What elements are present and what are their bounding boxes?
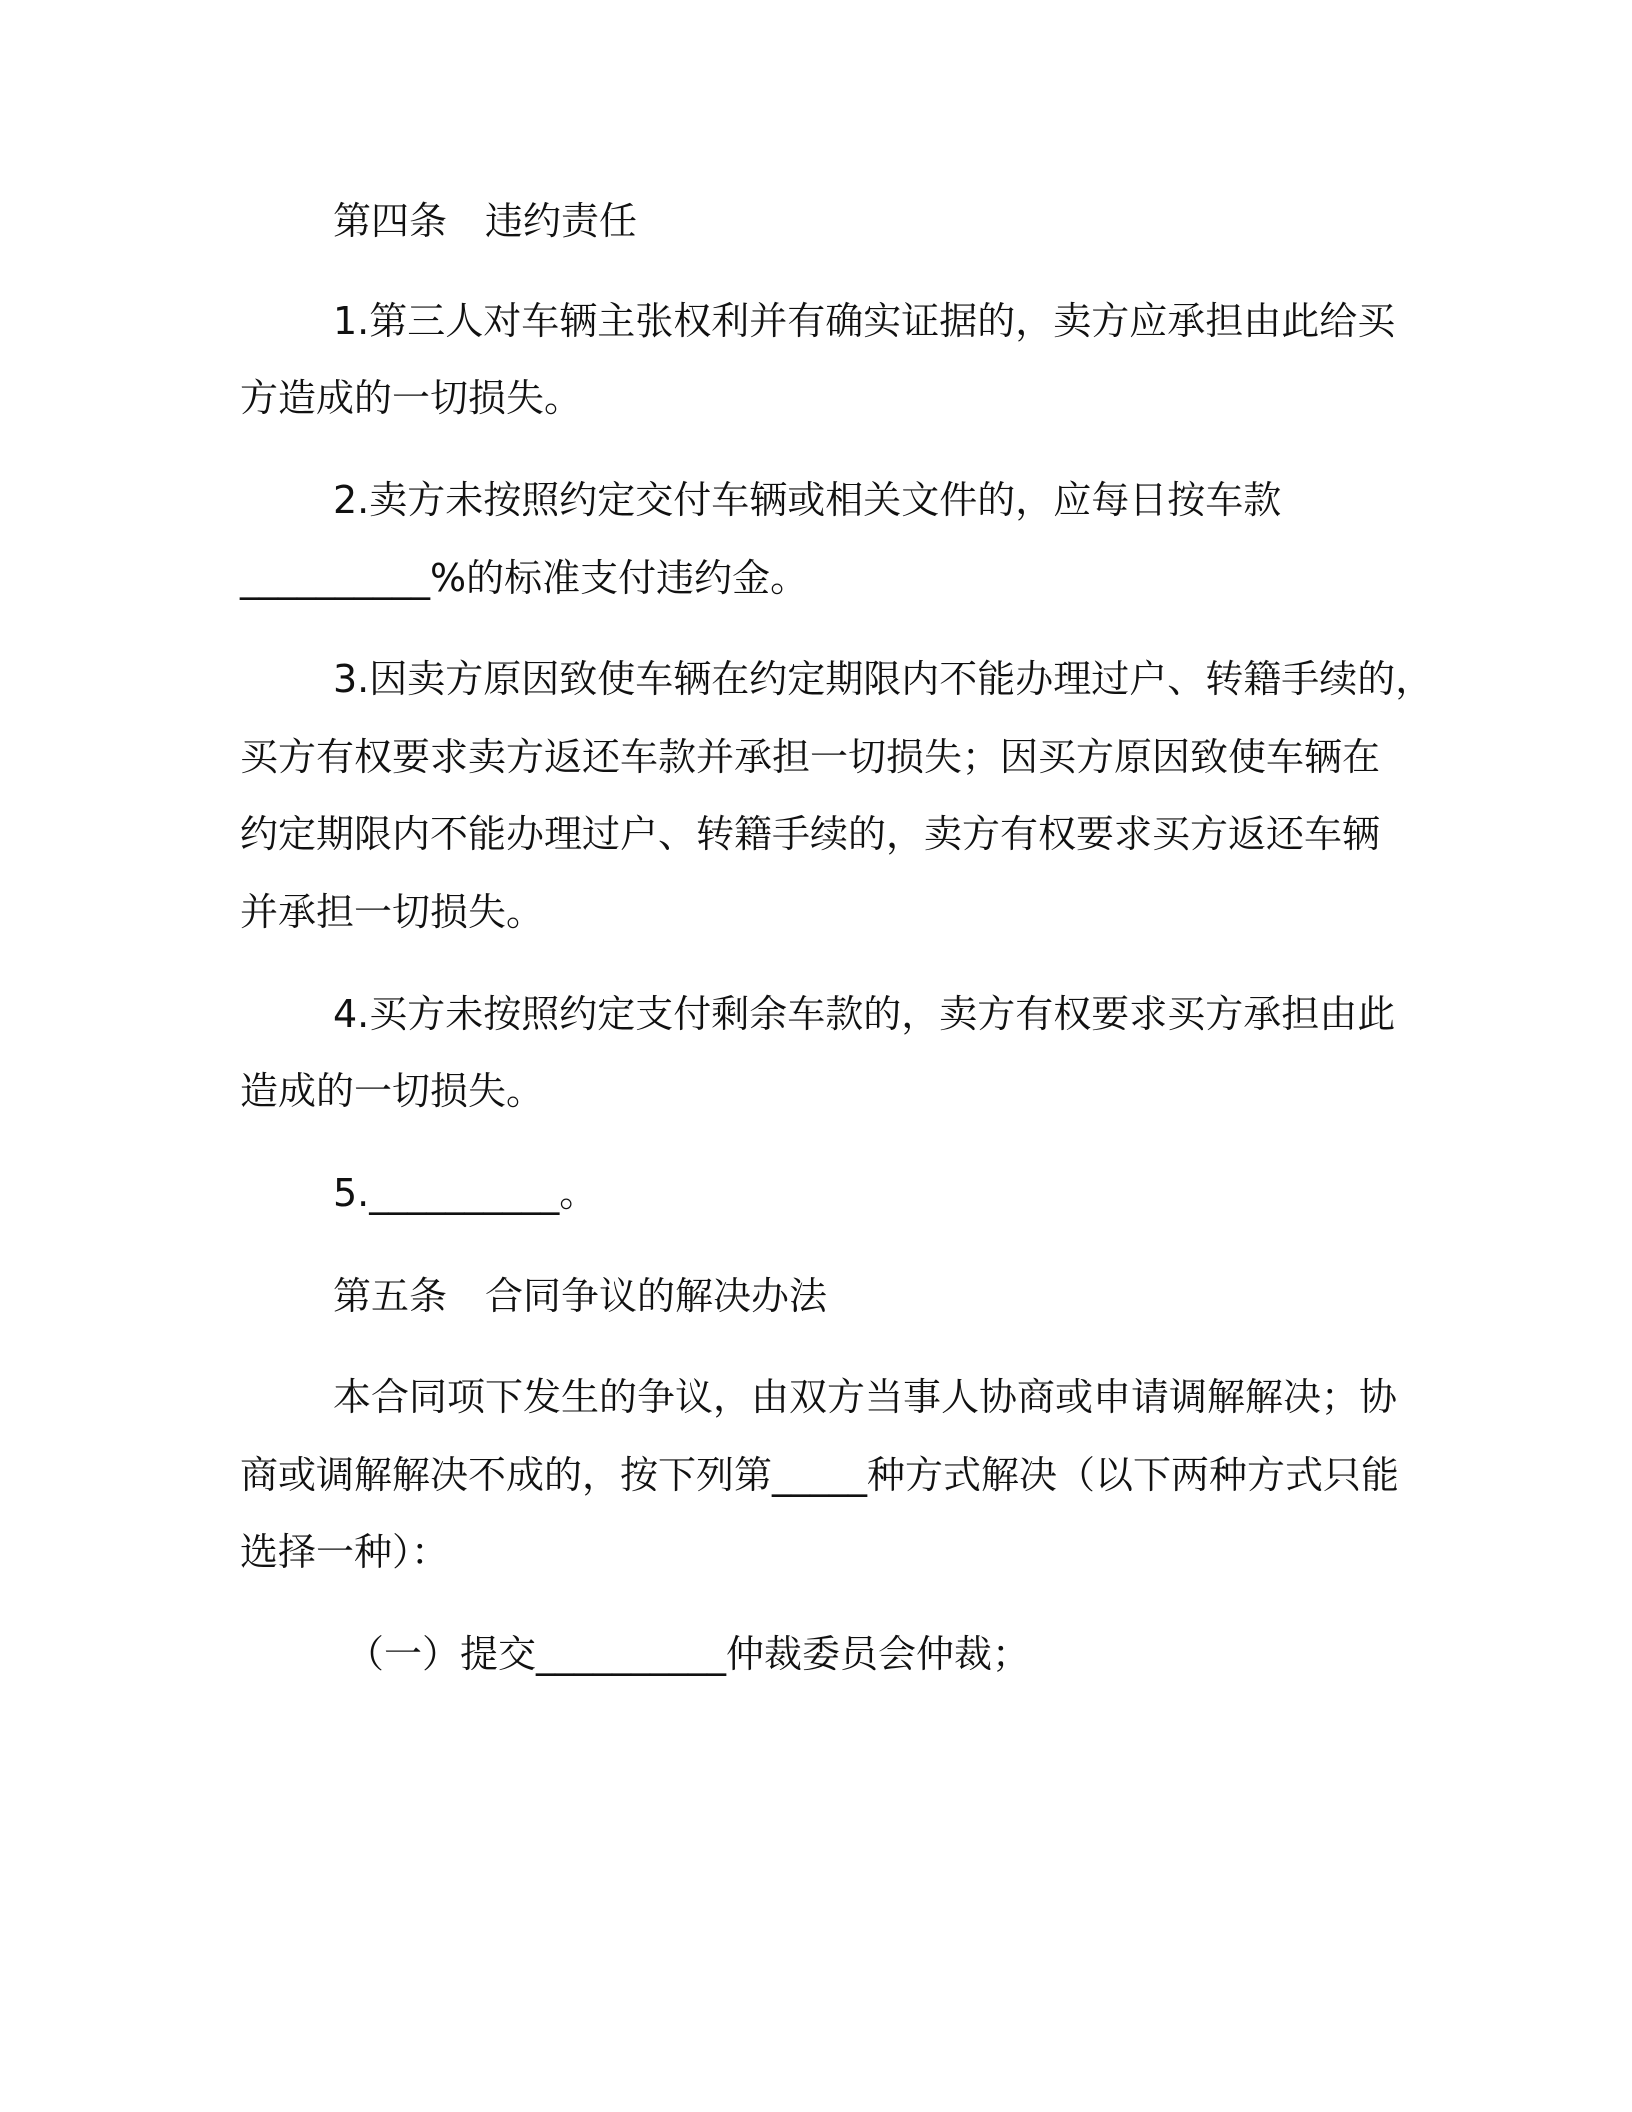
clause-3-line-2: 买方有权要求卖方返还车款并承担一切损失；因买方原因致使车辆在: [240, 735, 1381, 779]
clause-3-line-1: 3.因卖方原因致使车辆在约定期限内不能办理过户、转籍手续的，: [333, 657, 1434, 701]
clause-2-line-2: __________%的标准支付违约金。: [240, 556, 809, 600]
clause-1-line-1: 1.第三人对车辆主张权利并有确实证据的，卖方应承担由此给买: [333, 299, 1396, 343]
clause-2-line-1: 2.卖方未按照约定交付车辆或相关文件的，应每日按车款: [333, 478, 1282, 522]
option-1-arbitration: （一）提交__________仲裁委员会仲裁；: [346, 1632, 1031, 1676]
clause-3-line-3: 约定期限内不能办理过户、转籍手续的，卖方有权要求买方返还车辆: [240, 812, 1381, 856]
dispute-paragraph-line-1: 本合同项下发生的争议，由双方当事人协商或申请调解解决；协: [333, 1375, 1398, 1419]
article-5-heading: 第五条 合同争议的解决办法: [333, 1274, 828, 1318]
clause-4-line-2: 造成的一切损失。: [240, 1069, 545, 1113]
clause-1-line-2: 方造成的一切损失。: [240, 376, 583, 420]
dispute-paragraph-line-2: 商或调解解决不成的，按下列第_____种方式解决（以下两种方式只能: [240, 1453, 1400, 1497]
clause-3-line-4: 并承担一切损失。: [240, 890, 545, 934]
article-4-heading: 第四条 违约责任: [333, 199, 638, 243]
clause-4-line-1: 4.买方未按照约定支付剩余车款的，卖方有权要求买方承担由此: [333, 992, 1396, 1036]
clause-5: 5.__________。: [333, 1171, 598, 1215]
dispute-paragraph-line-3: 选择一种）：: [240, 1530, 450, 1574]
